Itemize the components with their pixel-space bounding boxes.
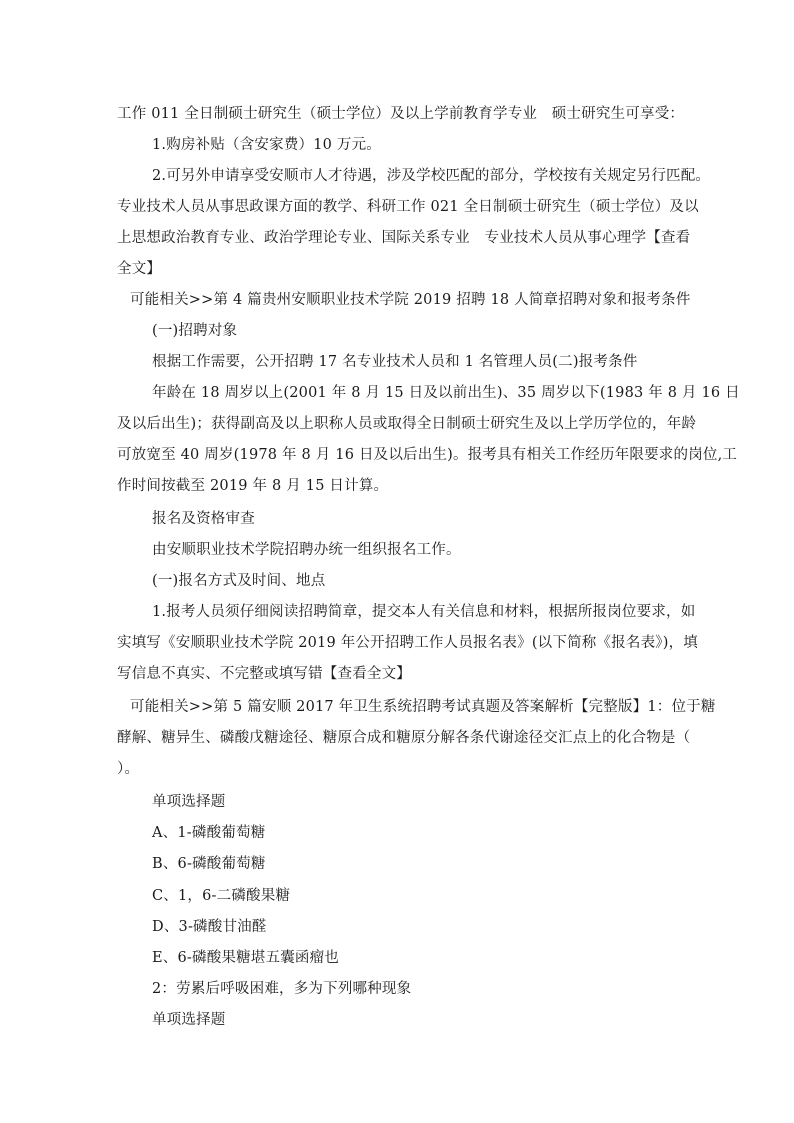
answer-option: D、3-磷酸甘油醛 [152, 919, 267, 935]
text-line: 全文】 [117, 261, 162, 277]
text-line: 上思想政治教育专业、政治学理论专业、国际关系专业 专业技术人员从事心理学【查看 [117, 230, 691, 246]
text-line: 酵解、糖异生、磷酸戊糖途径、糖原合成和糖原分解各条代谢途径交汇点上的化合物是（ [117, 730, 691, 746]
text-line: 2.可另外申请享受安顺市人才待遇，涉及学校匹配的部分，学校按有关规定另行匹配。 [152, 168, 711, 184]
question-type: 单项选择题 [152, 794, 226, 810]
text-line: 根据工作需要，公开招聘 17 名专业技术人员和 1 名管理人员(二)报考条件 [152, 354, 638, 370]
text-line: 及以后出生)；获得副高及以上职称人员或取得全日制硕士研究生及以上学历学位的，年龄 [117, 416, 697, 432]
text-line: 可能相关>>第 4 篇贵州安顺职业技术学院 2019 招聘 18 人简章招聘对象和报考条件 [130, 292, 691, 308]
text-line: 工作 011 全日制硕士研究生（硕士学位）及以上学前教育学专业 硕士研究生可享受： [117, 106, 685, 122]
text-line: 实填写《安顺职业技术学院 2019 年公开招聘工作人员报名表》(以下简称《报名表》)，填 [117, 635, 698, 651]
text-line: ）。 [117, 761, 140, 777]
answer-option: E、6-磷酸果糖堪五囊函瘤也 [152, 950, 340, 966]
text-line: 可放宽至 40 周岁(1978 年 8 月 16 日及以后出生)。报考具有相关工作经历年限要求的岗位,工 [117, 447, 738, 463]
text-line: 年龄在 18 周岁以上(2001 年 8 月 15 日及以前出生)、35 周岁以下(1983 年 8 月 16 日 [152, 385, 740, 401]
answer-option: C、1，6-二磷酸果糖 [152, 888, 291, 904]
section-heading: (一)报名方式及时间、地点 [152, 573, 326, 589]
answer-option: B、6-磷酸葡萄糖 [152, 856, 266, 872]
text-line: 由安顺职业技术学院招聘办统一组织报名工作。 [152, 542, 461, 558]
text-line: 1.报考人员须仔细阅读招聘简章，提交本人有关信息和材料，根据所报岗位要求，如 [152, 604, 696, 620]
question-type: 单项选择题 [152, 1012, 226, 1028]
text-line: 作时间按截至 2019 年 8 月 15 日计算。 [117, 478, 389, 494]
answer-option: A、1-磷酸葡萄糖 [152, 825, 266, 841]
text-line: 专业技术人员从事思政课方面的教学、科研工作 021 全日制硕士研究生（硕士学位）及以 [117, 199, 699, 215]
section-heading: 报名及资格审查 [152, 511, 255, 527]
text-line: 写信息不真实、不完整或填写错【查看全文】 [117, 666, 411, 682]
section-heading: (一)招聘对象 [152, 323, 238, 339]
question-text: 2：劳累后呼吸困难，多为下列哪种现象 [152, 981, 412, 997]
text-line: 可能相关>>第 5 篇安顺 2017 年卫生系统招聘考试真题及答案解析【完整版】1：位于糖 [130, 699, 716, 715]
text-line: 1.购房补贴（含安家费）10 万元。 [152, 137, 381, 153]
